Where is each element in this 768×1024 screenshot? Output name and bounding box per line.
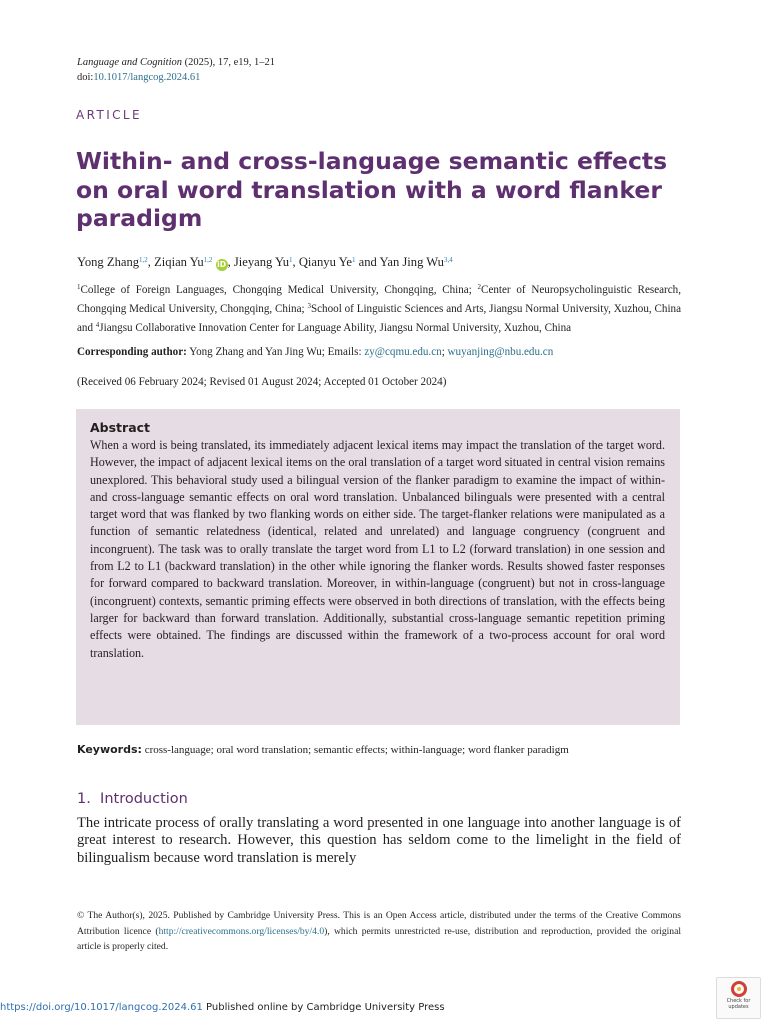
license-notice: © The Author(s), 2025. Published by Cambridge University Press. This is an Open Access article, distributed under the terms of the Creative Commons Attribution licence (http://creativecommons.org/licenses/by/4.0), which permits unrestricted re-use, distribution and reproduction, provided the original article is properly cited. — [77, 910, 682, 952]
author: Yan Jing Wu — [379, 255, 444, 269]
journal-citation — [77, 55, 275, 85]
introduction-text: The intricate process of orally translating a word presented in one language into another language is of great interest to research. However, this question has seldom come to the limelight in the field of bilingualism because word translation is merely — [77, 815, 681, 866]
email-link[interactable]: wuyanjing@nbu.edu.cn — [447, 346, 554, 358]
author-affiliation-ref[interactable]: 1 — [352, 256, 356, 264]
author-affiliation-ref[interactable]: 1 — [289, 256, 293, 264]
received-dates: (Received 06 February 2024; Revised 01 August 2024; Accepted 01 October 2024) — [77, 376, 447, 388]
author: Qianyu Ye — [298, 255, 352, 269]
affiliations: $^1$College of Foreign Languages, Chongqing Medical University, Chongqing, China; $^2$Center of Neuropsycholinguistic Research, Chongqing Medical University, Chongqing, China; $^3$School of Linguistic Sciences and Arts, Jiangsu Normal University, Xuzhou, China and $^4$Jiangsu Collaborative Innovation Center for Language Ability, Jiangsu Normal University, Xuzhou, China — [77, 283, 682, 334]
volume-info: (2025), 17, e19, 1–21 — [184, 57, 276, 68]
doi-link[interactable]: 10.1017/langcog.2024.61 — [93, 72, 201, 83]
journal-name: Language and Cognition — [77, 57, 183, 68]
author-affiliation-ref[interactable]: 3,4 — [443, 256, 453, 264]
article-type-label: ARTICLE — [76, 108, 142, 122]
author: Yong Zhang — [77, 255, 140, 269]
footer-published: Published online by Cambridge University Press — [202, 1002, 445, 1013]
author-list: Yong Zhang$^{1,2}$, Ziqian Yu$^{1,2}$ iD , Jieyang Yu$^1$, Qianyu Ye$^1$ and Yan Jing Wu$^{3,4}$ — [77, 255, 453, 269]
crossmark-icon — [731, 981, 747, 997]
corresponding-author: Corresponding author: Yong Zhang and Yan Jing Wu; Emails: zy@cqmu.edu.cn; wuyanjing@nbu.edu.cn — [77, 346, 554, 358]
keywords-label: Keywords: — [77, 743, 142, 756]
paper-title: Within- and cross-language semantic effects on oral word translation with a word flanker paradigm — [76, 147, 668, 232]
section-heading: 1. Introduction — [77, 791, 188, 807]
license-link[interactable]: http://creativecommons.org/licenses/by/4.0 — [158, 925, 325, 937]
abstract-text: When a word is being translated, its immediately adjacent lexical items may impact the translation of the target word. However, the impact of adjacent lexical items on the oral translation of a target word situated in central vision remains unexplored. This behavioral study used a bilingual version of the flanker paradigm to examine the impact of within- and cross-language semantic effects on oral word translation. Unbalanced bilinguals were presented with a central target word that was flanked by two flanking words on either side. The target-flanker relations were manipulated as a function of semantic relatedness (identical, related and unrelated) and language congruency (congruent and incongruent). The task was to orally translate the target word from L1 to L2 (forward translation) in one session and from L2 to L1 (backward translation) in the other while ignoring the flanker words. Results showed faster responses for forward compared to backward translation. Moreover, in within-language (congruent) but not in cross-language (incongruent) contexts, semantic priming effects were observed in both directions of translation, with the effects being larger for backward than forward translation. Additionally, substantial cross-language semantic repetition priming effects were obtained. The findings are discussed within the framework of a two-process account for oral word translation. — [90, 438, 665, 660]
email-link[interactable]: zy@cqmu.edu.cn — [364, 346, 442, 358]
author: Ziqian Yu — [154, 255, 204, 269]
badge-label: Check for updates — [726, 998, 751, 1010]
author: Jieyang Yu — [233, 255, 290, 269]
doi-prefix: doi: — [77, 72, 94, 83]
keywords-list: cross-language; oral word translation; semantic effects; within-language; word flanker paradigm — [144, 744, 569, 756]
abstract-heading: Abstract — [90, 420, 151, 435]
footer-doi-link[interactable]: https://doi.org/10.1017/langcog.2024.61 — [0, 1002, 203, 1013]
author-affiliation-ref[interactable]: 1,2 — [203, 256, 213, 264]
check-for-updates-button[interactable] — [716, 977, 761, 1019]
orcid-icon[interactable]: iD — [217, 260, 226, 269]
author-affiliation-ref[interactable]: 1,2 — [139, 256, 148, 264]
page-footer — [0, 1002, 445, 1013]
keywords — [77, 742, 697, 758]
